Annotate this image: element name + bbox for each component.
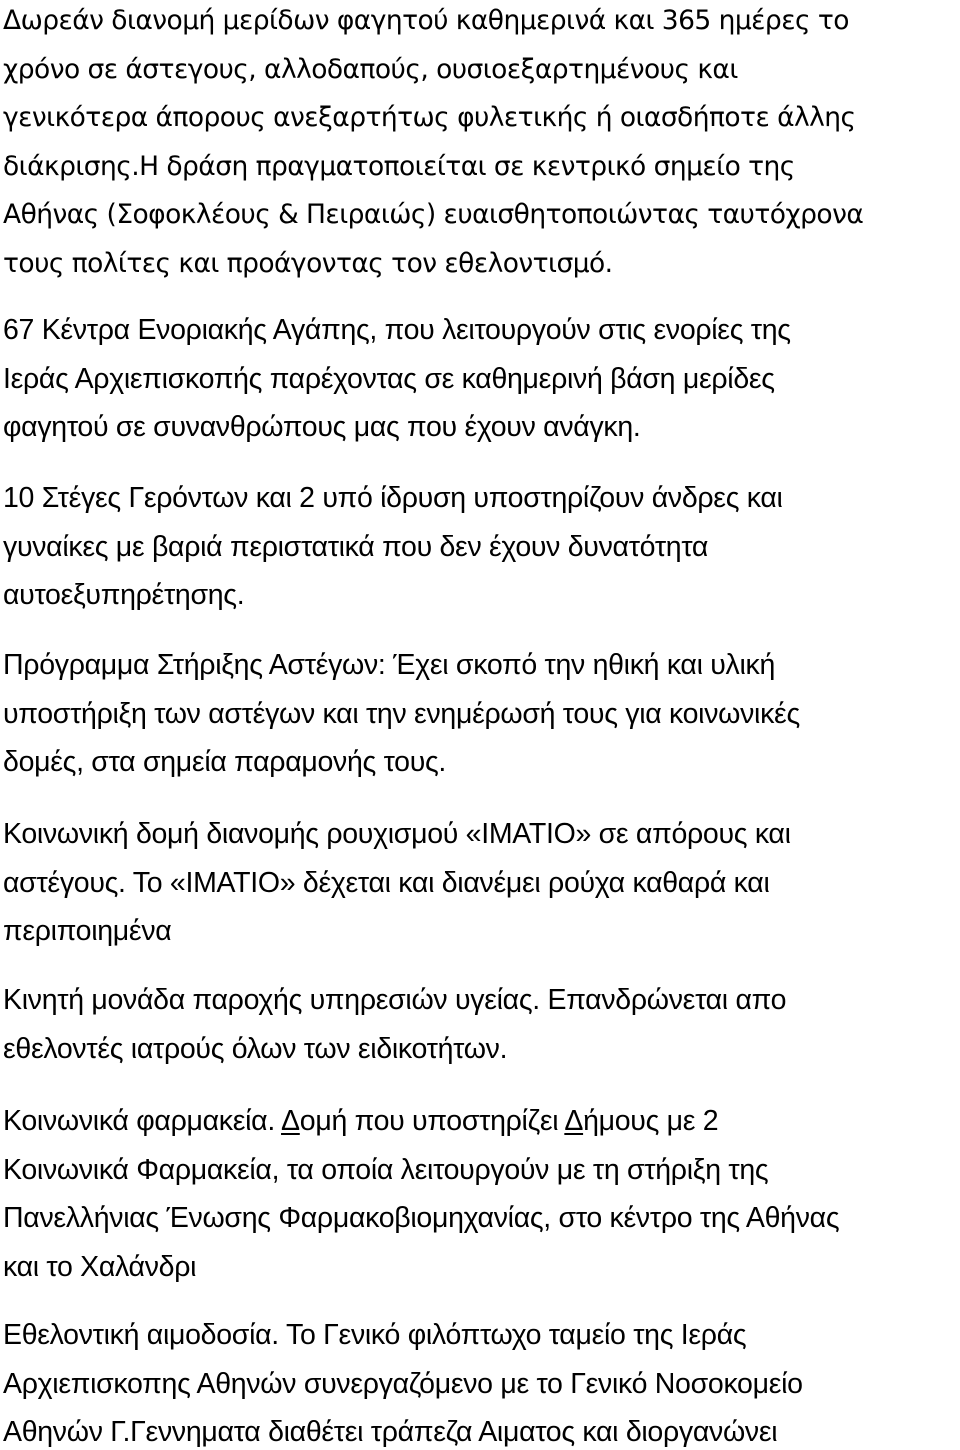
text-line: Ιεράς Αρχιεπισκοπής παρέχοντας σε καθημερινή βάση μερίδες — [3, 362, 775, 395]
text-line: Αρχιεπισκοπης Αθηνών συνεργαζόμενο με το Γενικό Νοσοκομείο — [3, 1367, 803, 1400]
text-line: γυναίκες με βαριά περιστατικά που δεν έχουν δυνατότητα — [3, 530, 709, 563]
underlined-letter: Δ — [564, 1105, 584, 1137]
text-line: φαγητού σε συνανθρώπους μας που έχουν ανάγκη. — [3, 411, 641, 443]
text-line: Πρόγραμμα Στήριξης Αστέγων: Έχει σκοπό την ηθική και υλική — [3, 649, 776, 681]
paragraph-homeless-support — [3, 641, 800, 787]
text-run: ομή που υποστηρίζει — [299, 1105, 565, 1137]
text-line: Κινητή μονάδα παροχής υπηρεσιών υγείας. Επανδρώνεται απο — [3, 984, 787, 1016]
text-line: Κοινωνικά Φαρμακεία, τα οποία λειτουργούν με τη στήριξη της — [3, 1153, 769, 1186]
text-line: εθελοντές ιατρούς όλων των ειδικοτήτων. — [3, 1032, 508, 1065]
paragraph-parish-centers — [3, 306, 791, 452]
text-run: ήμους με 2 — [583, 1105, 719, 1137]
text-run: Κοινωνικά φαρμακεία. — [3, 1105, 282, 1137]
text-line: Εθελοντική αιμοδοσία. Το Γενικό φιλόπτωχο ταμείο της Ιεράς — [3, 1319, 747, 1351]
text-line: 10 Στέγες Γερόντων και 2 υπό ίδρυση υποστηρίζουν άνδρες και — [3, 482, 783, 514]
text-line: υποστήριξη των αστέγων και την ενημέρωσή τους για κοινωνικές — [3, 697, 800, 730]
paragraph-elderly-homes — [3, 474, 783, 620]
text-line: περιποιημένα — [3, 915, 172, 947]
text-line: αστέγους. Το «ΙΜΑΤΙΟ» δέχεται και διανέμει ρούχα καθαρά και — [3, 866, 770, 899]
underlined-letter: Δ — [281, 1105, 300, 1137]
text-line: αυτοεξυπηρέτησης. — [3, 579, 245, 611]
paragraph-food-distribution — [3, 0, 863, 288]
text-line: δομές, στα σημεία παραμονής τους. — [3, 746, 447, 778]
text-line: και το Χαλάνδρι — [3, 1250, 197, 1283]
paragraph-blood-donation — [3, 1311, 803, 1450]
text-line: Κοινωνική δομή διανομής ρουχισμού «ΙΜΑΤΙΟ» σε απόρους και — [3, 818, 791, 850]
text-line: Αθήνας (Σοφοκλέους & Πειραιώς) ευαισθητοποιώντας ταυτόχρονα — [3, 199, 864, 230]
paragraph-clothing-distribution — [3, 810, 791, 956]
text-line — [3, 1097, 839, 1146]
text-line: τους πολίτες και προάγοντας τον εθελοντισμό. — [3, 247, 613, 279]
text-line: γενικότερα άπορους ανεξαρτήτως φυλετικής ή οιασδήποτε άλλης — [3, 102, 856, 133]
text-line: Πανελλήνιας Ένωσης Φαρμακοβιομηχανίας, στο κέντρο της Αθήνας — [3, 1202, 840, 1234]
text-line: χρόνο σε άστεγους, αλλοδαπούς, ουσιοεξαρτημένους και — [3, 53, 738, 85]
text-line: διάκρισης.Η δράση πραγματοποιείται σε κεντρικό σημείο της — [3, 150, 795, 182]
paragraph-mobile-health-unit — [3, 976, 786, 1073]
text-line: Δωρεάν διανομή μερίδων φαγητού καθημερινά και 365 ημέρες το — [3, 5, 849, 36]
text-line: Αθηνών Γ.Γεννηματα διαθέτει τράπεζα Αιματος και διοργανώνει — [3, 1416, 778, 1448]
paragraph-social-pharmacies — [3, 1097, 839, 1291]
text-line: 67 Κέντρα Ενοριακής Αγάπης, που λειτουργούν στις ενορίες της — [3, 314, 791, 346]
